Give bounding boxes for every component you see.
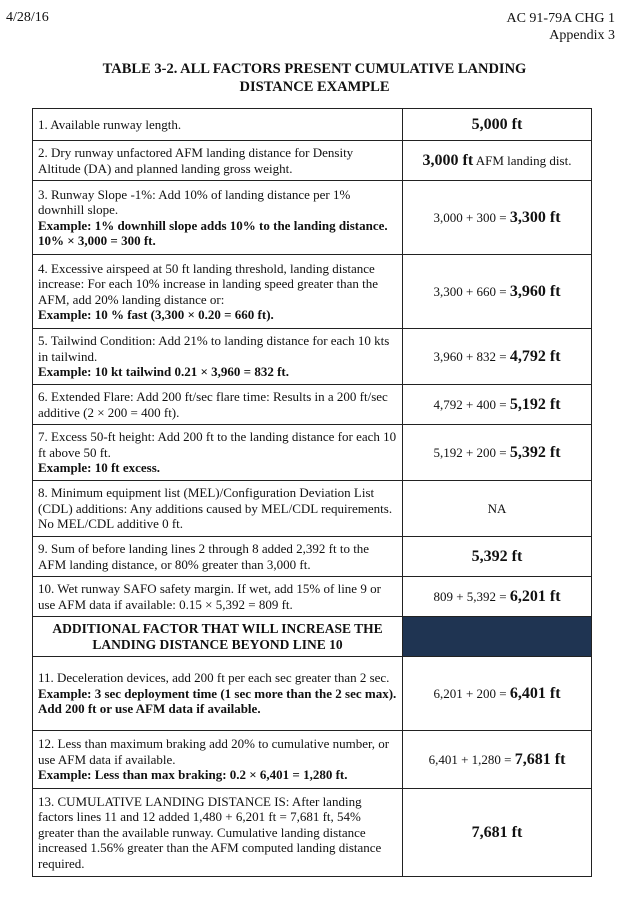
table-row (33, 481, 592, 537)
factor-example: Example: 1% downhill slope adds 10% to the landing distance. 10% × 3,000 = 300 ft. (38, 217, 388, 248)
factor-description (33, 789, 403, 877)
value-result: 6,401 ft (509, 684, 561, 702)
table-row (33, 385, 592, 425)
table-row (33, 577, 592, 617)
value-result: 3,000 ft (422, 151, 474, 169)
factor-value (403, 657, 592, 731)
header-document-id (506, 10, 615, 44)
value-calc: 3,960 + 832 = (433, 348, 510, 364)
factor-value (403, 537, 592, 577)
value-calc: NA (487, 500, 507, 516)
factor-value (403, 181, 592, 255)
factor-text: 12. Less than maximum braking add 20% to cumulative number, or use AFM data if available. (38, 736, 390, 767)
value-result: 7,681 ft (471, 823, 523, 841)
factor-text: 1. Available runway length. (38, 116, 182, 132)
factor-description (33, 731, 403, 789)
table-row (33, 109, 592, 141)
table-row (33, 789, 592, 877)
value-calc: 6,201 + 200 = (433, 685, 510, 701)
table-row (33, 657, 592, 731)
value-result: 3,960 ft (509, 282, 561, 300)
factor-text: 9. Sum of before landing lines 2 through 8 added 2,392 ft to the AFM landing distance, or 80% greater than 3,000 ft. (38, 541, 370, 572)
factor-text: 13. CUMULATIVE LANDING DISTANCE IS: After landing factors lines 11 and 12 added 1,480 + 6,201 ft = 7,681 ft, 54% greater than the available runway. Cumulative landing distance increased 1.56% greater than the AFM computed landing distance required. (38, 793, 382, 871)
factor-description (33, 577, 403, 617)
table-row (33, 181, 592, 255)
factor-example: Example: 10 ft excess. (38, 460, 161, 476)
value-calc: 809 + 5,392 = (433, 588, 510, 604)
factor-text: 3. Runway Slope -1%: Add 10% of landing distance per 1% downhill slope. (38, 186, 351, 217)
table-title-line-1: TABLE 3-2. ALL FACTORS PRESENT CUMULATIVE LANDING (102, 61, 527, 77)
value-calc: 5,192 + 200 = (433, 444, 510, 460)
factor-example: Example: 10 % fast (3,300 × 0.20 = 660 ft). (38, 307, 274, 322)
factor-example: Example: Less than max braking: 0.2 × 6,401 = 1,280 ft. (38, 767, 348, 783)
section-heading: ADDITIONAL FACTOR THAT WILL INCREASE THE LANDING DISTANCE BEYOND LINE 10 (33, 617, 403, 657)
factor-description (33, 109, 403, 141)
factor-description (33, 181, 403, 255)
value-note: AFM landing dist. (473, 152, 572, 168)
table-title-line-2: DISTANCE EXAMPLE (239, 79, 390, 95)
table-row (33, 329, 592, 385)
table-title (40, 60, 589, 96)
table-row (33, 731, 592, 789)
factor-description (33, 329, 403, 385)
value-result: 6,201 ft (509, 587, 561, 605)
value-calc: 4,792 + 400 = (433, 396, 510, 412)
factor-text: 10. Wet runway SAFO safety margin. If wet, add 15% of line 9 or use AFM data if available: 0.15 × 5,392 = 809 ft. (38, 581, 381, 612)
factor-example: Example: 10 kt tailwind 0.21 × 3,960 = 832 ft. (38, 364, 289, 380)
header-appendix: Appendix 3 (549, 28, 615, 43)
factor-text: 4. Excessive airspeed at 50 ft landing threshold, landing distance increase: For each 10% increase in landing speed greater than the AFM, add 20% landing distance or: (38, 260, 379, 307)
factor-text: 6. Extended Flare: Add 200 ft/sec flare time: Results in a 200 ft/sec additive (2 × 200 = 400 ft). (38, 389, 388, 420)
table-row (33, 537, 592, 577)
header-doc-number: AC 91-79A CHG 1 (506, 11, 615, 26)
section-fill-cell (403, 617, 592, 657)
factor-example: Example: 3 sec deployment time (1 sec more than the 2 sec max). Add 200 ft or use AFM data if available. (38, 685, 397, 717)
factor-text: 2. Dry runway unfactored AFM landing distance for Density Altitude (DA) and planned landing gross weight. (38, 145, 354, 176)
factor-value (403, 481, 592, 537)
factor-description (33, 425, 403, 481)
factor-value (403, 577, 592, 617)
value-result: 7,681 ft (514, 750, 566, 768)
factor-value (403, 329, 592, 385)
factor-value (403, 385, 592, 425)
factor-text: 7. Excess 50-ft height: Add 200 ft to the landing distance for each 10 ft above 50 ft. (38, 429, 397, 460)
value-result: 5,192 ft (509, 395, 561, 413)
factor-description (33, 255, 403, 329)
factor-description (33, 141, 403, 181)
factor-value (403, 731, 592, 789)
factor-value (403, 141, 592, 181)
factor-description (33, 537, 403, 577)
value-calc: 3,300 + 660 = (433, 283, 510, 299)
value-result: 4,792 ft (509, 347, 561, 365)
factor-value (403, 425, 592, 481)
factor-text: 11. Deceleration devices, add 200 ft per each sec greater than 2 sec. (38, 670, 390, 686)
factor-description (33, 657, 403, 731)
factor-description (33, 385, 403, 425)
value-calc: 6,401 + 1,280 = (428, 751, 515, 767)
factor-value (403, 789, 592, 877)
landing-distance-table (32, 108, 592, 877)
value-result: 3,300 ft (509, 208, 561, 226)
section-heading-row (33, 617, 592, 657)
value-result: 5,000 ft (471, 115, 523, 133)
factor-text: 5. Tailwind Condition: Add 21% to landing distance for each 10 kts in tailwind. (38, 333, 390, 364)
factor-text: 8. Minimum equipment list (MEL)/Configuration Deviation List (CDL) additions: Any additions caused by MEL/CDL requirements. No MEL/CDL additive 0 ft. (38, 485, 393, 532)
table-row (33, 141, 592, 181)
table-row (33, 425, 592, 481)
value-calc: 3,000 + 300 = (433, 209, 510, 225)
factor-value (403, 255, 592, 329)
header-date: 4/28/16 (6, 10, 49, 25)
value-result: 5,392 ft (471, 547, 523, 565)
table-row (33, 255, 592, 329)
value-result: 5,392 ft (509, 443, 561, 461)
factor-description (33, 481, 403, 537)
factor-value (403, 109, 592, 141)
